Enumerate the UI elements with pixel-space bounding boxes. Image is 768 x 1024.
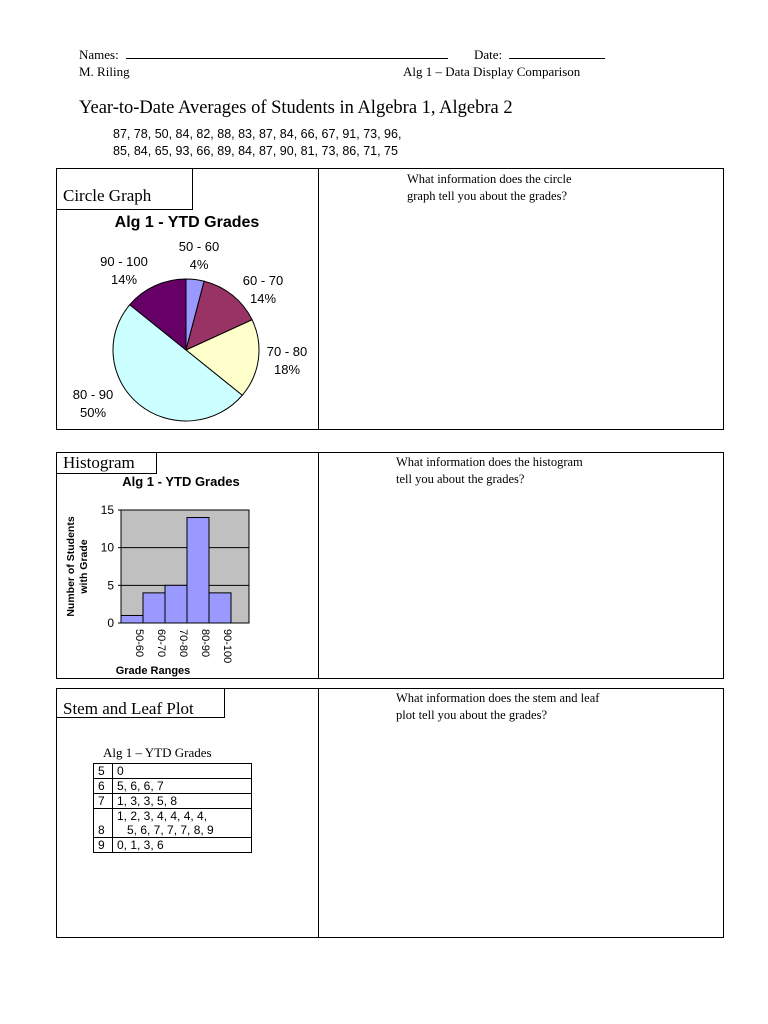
data-line: 85, 84, 65, 93, 66, 89, 84, 87, 90, 81, 73, 86, 71, 75 <box>113 144 398 158</box>
page-title: Year-to-Date Averages of Students in Algebra 1, Algebra 2 <box>79 98 513 118</box>
x-tick-label: 60-70 <box>155 629 167 658</box>
slice-percent: 50% <box>79 405 107 420</box>
date-row <box>474 47 605 63</box>
question-line: What information does the stem and leaf <box>396 691 600 705</box>
question-line: What information does the circle <box>407 172 572 186</box>
leaf-text: 0, 1, 3, 6 <box>117 838 164 852</box>
y-tick-label: 5 <box>107 578 114 593</box>
chart-title: Alg 1 - YTD Grades <box>122 474 240 489</box>
slice-label: 70 - 80 <box>266 344 308 359</box>
stem-leaf-row <box>94 809 252 838</box>
leaf-cell <box>113 794 252 809</box>
y-axis-label: with Grade <box>78 539 90 594</box>
leaf-cell <box>113 764 252 779</box>
x-tick-label: 80-90 <box>199 629 211 658</box>
panel-divider <box>318 169 319 429</box>
histogram-chart <box>57 453 317 678</box>
stem-leaf-title: Alg 1 – YTD Grades <box>103 745 212 760</box>
y-tick-label: 10 <box>100 540 114 555</box>
data-list <box>113 126 401 160</box>
circle-question <box>407 171 647 205</box>
histogram-bar <box>121 615 143 623</box>
leaf-text: 1, 2, 3, 4, 4, 4, 4, <box>117 809 208 823</box>
slice-percent: 14% <box>110 272 138 287</box>
panel-divider <box>318 453 319 678</box>
slice-label: 90 - 100 <box>100 254 148 269</box>
stem-leaf-row <box>94 838 252 853</box>
slice-percent: 14% <box>249 291 277 306</box>
date-blank[interactable] <box>509 47 605 59</box>
stem-cell: 8 <box>94 809 113 838</box>
stem-leaf-table <box>93 763 252 853</box>
data-line: 87, 78, 50, 84, 82, 88, 83, 87, 84, 66, 67, 91, 73, 96, <box>113 127 402 141</box>
leaf-text: 1, 3, 3, 5, 8 <box>117 794 178 808</box>
leaf-text: 5, 6, 7, 7, 7, 8, 9 <box>117 823 214 837</box>
histogram-bar <box>187 518 209 623</box>
question-line: graph tell you about the grades? <box>407 189 568 203</box>
circle-graph-panel <box>56 168 724 430</box>
stem-leaf-tab: Stem and Leaf Plot <box>57 689 225 718</box>
leaf-cell <box>113 838 252 853</box>
question-line: tell you about the grades? <box>396 472 525 486</box>
leaf-text: 5, 6, 6, 7 <box>117 779 164 793</box>
stem-leaf-row <box>94 794 252 809</box>
names-label: Names: <box>79 47 119 62</box>
slice-percent: 18% <box>273 362 301 377</box>
x-tick-label: 70-80 <box>177 629 189 658</box>
stem-leaf-panel <box>56 688 724 938</box>
histogram-bar <box>143 593 165 623</box>
histogram-panel <box>56 452 724 679</box>
stem-cell: 6 <box>94 779 113 794</box>
y-axis-label: Number of Students <box>65 516 77 617</box>
circle-graph-tab: Circle Graph <box>57 169 193 210</box>
question-line: What information does the histogram <box>396 455 583 469</box>
stem-cell: 9 <box>94 838 113 853</box>
histogram-bar <box>209 593 231 623</box>
stem-leaf-row <box>94 764 252 779</box>
x-tick-label: 90-100 <box>221 629 233 664</box>
leaf-text: 0 <box>117 764 124 778</box>
histogram-question <box>396 454 636 488</box>
pie-chart <box>57 169 317 429</box>
stem-leaf-question <box>396 690 636 724</box>
names-blank[interactable] <box>126 47 448 59</box>
histogram-tab: Histogram <box>57 453 157 474</box>
chart-title: Alg 1 - YTD Grades <box>114 214 260 231</box>
question-line: plot tell you about the grades? <box>396 708 548 722</box>
stem-leaf-row <box>94 779 252 794</box>
course-title: Alg 1 – Data Display Comparison <box>403 64 581 79</box>
y-tick-label: 15 <box>100 503 114 517</box>
leaf-cell <box>113 779 252 794</box>
stem-cell: 5 <box>94 764 113 779</box>
names-row <box>79 47 448 63</box>
date-label: Date: <box>474 47 503 62</box>
y-tick-label: 0 <box>107 616 114 630</box>
histogram-bar <box>165 585 187 623</box>
panel-divider <box>318 689 319 937</box>
leaf-cell <box>113 809 252 838</box>
slice-label: 60 - 70 <box>242 273 284 288</box>
teacher-name: M. Riling <box>79 64 130 79</box>
x-tick-label: 50-60 <box>133 629 145 658</box>
x-axis-label: Grade Ranges <box>115 665 191 677</box>
slice-label: 50 - 60 <box>178 239 220 254</box>
slice-percent: 4% <box>189 257 209 272</box>
slice-label: 80 - 90 <box>72 387 114 402</box>
stem-cell: 7 <box>94 794 113 809</box>
